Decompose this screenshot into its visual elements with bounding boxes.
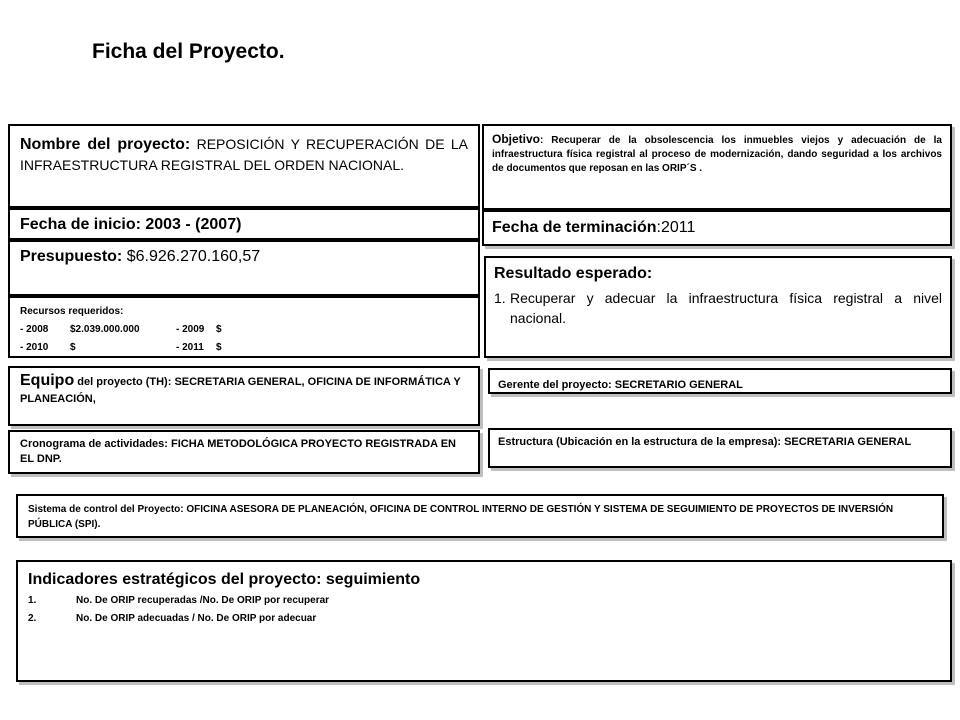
recursos-year: - 2010	[20, 342, 49, 353]
recursos-year: - 2008	[20, 324, 49, 335]
indicadores-label: Indicadores estratégicos del proyecto: seguimiento	[28, 571, 421, 588]
nombre-label: Nombre del proyecto:	[20, 136, 191, 153]
indicador-item	[28, 610, 940, 628]
estructura-text: Estructura (Ubicación en la estructura de la empresa): SECRETARIA GENERAL	[498, 436, 912, 448]
gerente-box	[488, 368, 952, 394]
recursos-row	[20, 339, 468, 357]
presupuesto-value: $6.926.270.160,57	[122, 248, 261, 265]
presupuesto-box	[8, 240, 480, 296]
resultado-item-text: Recuperar y adecuar la infraestructura física registral a nivel nacional.	[510, 290, 942, 326]
sistema-control-text: Sistema de control del Proyecto: OFICINA ASESORA DE PLANEACIÓN, OFICINA DE CONTROL INTERNO DE GESTIÓN Y SISTEMA DE SEGUIMIENTO DE PROYECTOS DE INVERSIÓN PÚBLICA (SPI).	[28, 504, 894, 530]
fecha-terminacion-value: :2011	[656, 219, 696, 236]
resultado-item	[494, 288, 942, 328]
nombre-proyecto-box	[8, 124, 480, 208]
objetivo-box	[482, 124, 952, 210]
recursos-box	[8, 296, 480, 358]
equipo-label: Equipo	[20, 372, 75, 389]
recursos-year: - 2009	[176, 324, 205, 335]
recursos-label: Recursos requeridos:	[20, 306, 124, 317]
recursos-amount: $	[70, 342, 76, 353]
indicador-num: 1.	[28, 595, 37, 606]
indicador-text: No. De ORIP recuperadas /No. De ORIP por recuperar	[76, 595, 330, 606]
fecha-inicio-label: Fecha de inicio: 2003 - (2007)	[20, 216, 242, 233]
objetivo-label: Objetivo	[492, 132, 541, 146]
indicadores-box	[16, 560, 952, 682]
fecha-terminacion-label: Fecha de terminación	[492, 219, 657, 236]
sistema-control-box	[16, 494, 944, 538]
resultado-box	[484, 256, 952, 358]
recursos-amount: $	[216, 342, 222, 353]
objetivo-value: : Recuperar de la obsolescencia los inmuebles viejos y adecuación de la infraestructura física registral al proceso de modernización, dando seguridad a los archivos de documentos que reposan en las ORIP´S .	[492, 135, 942, 174]
recursos-year: - 2011	[176, 342, 204, 353]
fecha-inicio-box	[8, 208, 480, 240]
presupuesto-label: Presupuesto:	[20, 248, 123, 265]
recursos-amount: $	[216, 324, 222, 335]
gerente-text: Gerente del proyecto: SECRETARIO GENERAL	[498, 379, 743, 391]
indicador-num: 2.	[28, 613, 37, 624]
equipo-box	[8, 366, 480, 426]
nombre-value: REPOSICIÓN Y RECUPERACIÓN DE LA INFRAESTRUCTURA REGISTRAL DEL ORDEN NACIONAL.	[20, 136, 469, 173]
cronograma-box	[8, 430, 480, 474]
indicador-text: No. De ORIP adecuadas / No. De ORIP por adecuar	[76, 613, 317, 624]
resultado-label: Resultado esperado:	[494, 265, 653, 282]
page-title: Ficha del Proyecto.	[92, 40, 285, 63]
estructura-box	[488, 428, 952, 468]
fecha-terminacion-box	[482, 210, 952, 246]
resultado-item-num: 1.	[494, 290, 506, 306]
equipo-value: del proyecto (TH): SECRETARIA GENERAL, OFICINA DE INFORMÁTICA Y PLANEACIÓN,	[20, 376, 461, 405]
recursos-amount: $2.039.000.000	[70, 324, 140, 335]
indicador-item	[28, 592, 940, 610]
cronograma-text: Cronograma de actividades: FICHA METODOLÓGICA PROYECTO REGISTRADA EN EL DNP.	[20, 438, 456, 465]
recursos-row	[20, 321, 468, 339]
